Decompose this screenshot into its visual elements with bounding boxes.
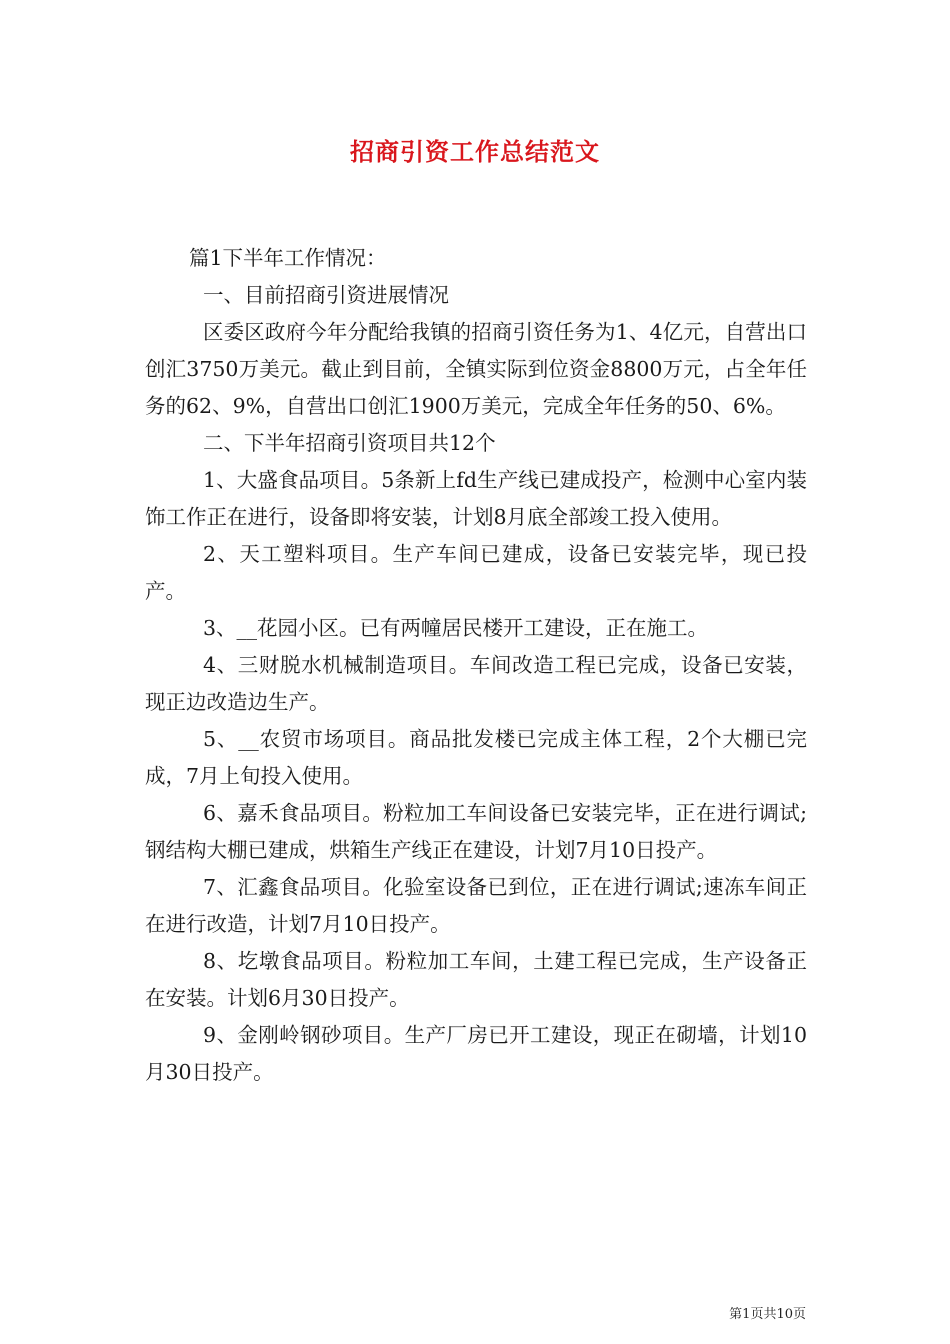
list-item: 1、大盛食品项目。5条新上fd生产线已建成投产，检测中心室内装饰工作正在进行，设备即将安装，计划8月底全部竣工投入使用。 (145, 468, 807, 529)
paragraph: 区委区政府今年分配给我镇的招商引资任务为1、4亿元，自营出口创汇3750万美元。截止到目前，全镇实际到位资金8800万元，占全年任务的62、9%，自营出口创汇1900万美元，完成全年任务的50、6%。 (145, 320, 807, 418)
list-item: 6、嘉禾食品项目。粉粒加工车间设备已安装完毕，正在进行调试;钢结构大棚已建成，烘箱生产线正在建设，计划7月10日投产。 (145, 801, 807, 862)
section-heading: 一、目前招商引资进展情况 (203, 283, 449, 307)
list-item: 9、金刚岭钢砂项目。生产厂房已开工建设，现正在砌墙，计划10月30日投产。 (145, 1023, 807, 1084)
document-body (145, 240, 807, 1091)
section-heading: 二、下半年招商引资项目共12个 (203, 431, 496, 455)
list-item: 2、天工塑料项目。生产车间已建成，设备已安装完毕，现已投产。 (145, 542, 807, 603)
list-item: 7、汇鑫食品项目。化验室设备已到位，正在进行调试;速冻车间正在进行改造，计划7月10日投产。 (145, 875, 807, 936)
list-item: 3、__花园小区。已有两幢居民楼开工建设，正在施工。 (203, 616, 709, 640)
list-item: 4、三财脱水机械制造项目。车间改造工程已完成，设备已安装，现正边改造边生产。 (145, 653, 807, 714)
page-number: 第1页共10页 (729, 1307, 806, 1322)
list-item: 5、__农贸市场项目。商品批发楼已完成主体工程，2个大棚已完成，7月上旬投入使用。 (145, 727, 807, 788)
paragraph-heading: 篇1下半年工作情况： (189, 246, 387, 270)
list-item: 8、圪墩食品项目。粉粒加工车间，土建工程已完成，生产设备正在安装。计划6月30日投产。 (145, 949, 807, 1010)
document-title: 招商引资工作总结范文 (350, 137, 600, 166)
